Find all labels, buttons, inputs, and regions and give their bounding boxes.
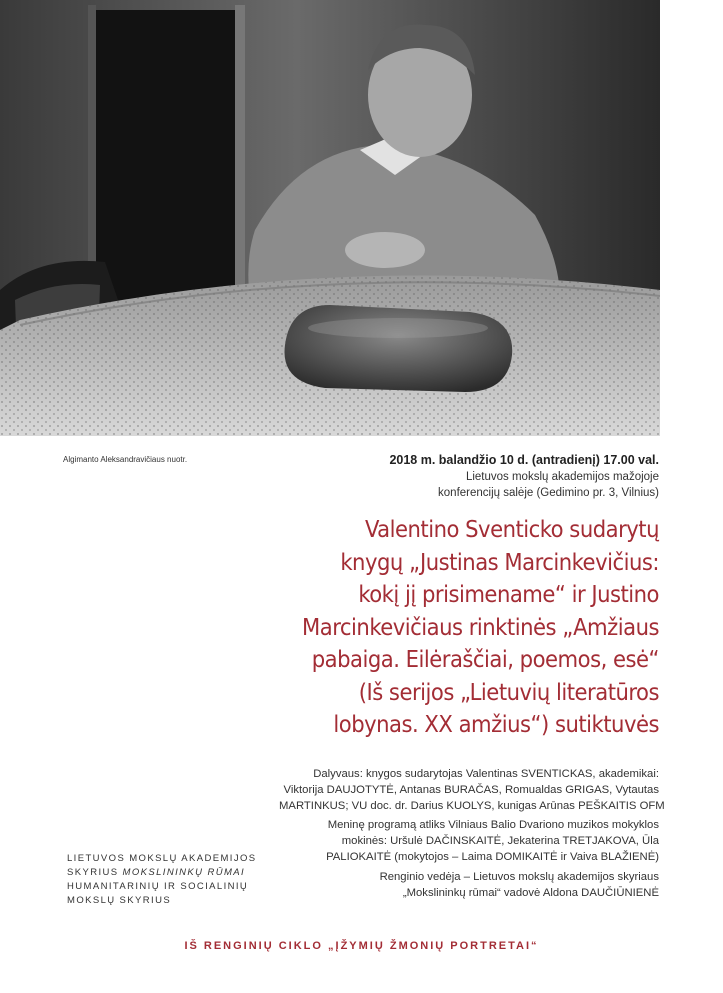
music-line: mokinės: Uršulė DAČINSKAITĖ, Jekaterina TRETJAKOVA, Ūla: [341, 835, 659, 848]
organizer-line: LIETUVOS MOKSLŲ AKADEMIJOS: [67, 853, 257, 864]
music-program-paragraph: [279, 818, 659, 865]
photo-credit: Algimanto Aleksandravičiaus nuotr.: [63, 455, 188, 464]
series-label: IŠ RENGINIŲ CIKLO „ĮŽYMIŲ ŽMONIŲ PORTRETAI“: [184, 940, 539, 952]
organizer-italic: MOKSLININKŲ RŪMAI: [122, 867, 246, 878]
title-line: pabaiga. Eilėraščiai, poemos, esė“: [311, 645, 659, 673]
portrait-photo: [0, 0, 660, 436]
title-line: Valentino Sventicko sudarytų: [365, 515, 659, 543]
organizer-line: HUMANITARINIŲ IR SOCIALINIŲ: [67, 881, 249, 892]
organizer-line: MOKSLŲ SKYRIUS: [67, 895, 172, 906]
participants-paragraph: [279, 767, 665, 814]
music-line: PALIOKAITĖ (mokytojos – Laima DOMIKAITĖ ir Vaiva BLAŽIENĖ): [326, 850, 659, 863]
title-line: Marcinkevičiaus rinktinės „Amžiaus: [302, 612, 659, 641]
title-line: lobynas. XX amžius“) sutiktuvės: [333, 710, 659, 738]
event-location-line: Lietuvos mokslų akademijos mažojoje: [465, 471, 659, 483]
title-line: kokį jį prisimename“ ir Justino: [358, 580, 659, 608]
event-details: [279, 767, 665, 905]
participants-line: Dalyvaus: knygos sudarytojas Valentinas SVENTICKAS, akademikai:: [313, 768, 659, 780]
music-line: Meninę programą atliks Vilniaus Balio Dvariono muzikos mokyklos: [327, 819, 659, 832]
event-title: [239, 513, 659, 741]
title-line: knygų „Justinas Marcinkevičius:: [340, 547, 659, 576]
organizer-block: [67, 852, 257, 908]
host-paragraph: [279, 870, 659, 902]
event-info: [229, 453, 659, 501]
host-line: „Mokslininkų rūmai“ vadovė Aldona DAUČIŪNIENĖ: [402, 886, 659, 899]
participants-line: Viktorija DAUJOTYTĖ, Antanas BURAČAS, Romualdas GRIGAS, Vytautas: [283, 783, 659, 796]
event-date-time: 2018 m. balandžio 10 d. (antradienį) 17.00 val.: [389, 453, 659, 467]
organizer-prefix: SKYRIUS: [67, 867, 123, 878]
host-line: Renginio vedėja – Lietuvos mokslų akademijos skyriaus: [379, 870, 659, 883]
participants-line: MARTINKUS; VU doc. dr. Darius KUOLYS, kunigas Arūnas PEŠKAITIS OFM: [279, 799, 665, 812]
organizer-line: [67, 866, 257, 880]
event-location-line: konferencijų salėje (Gedimino pr. 3, Vilnius): [438, 487, 659, 499]
title-line: (Iš serijos „Lietuvių literatūros: [358, 677, 659, 706]
